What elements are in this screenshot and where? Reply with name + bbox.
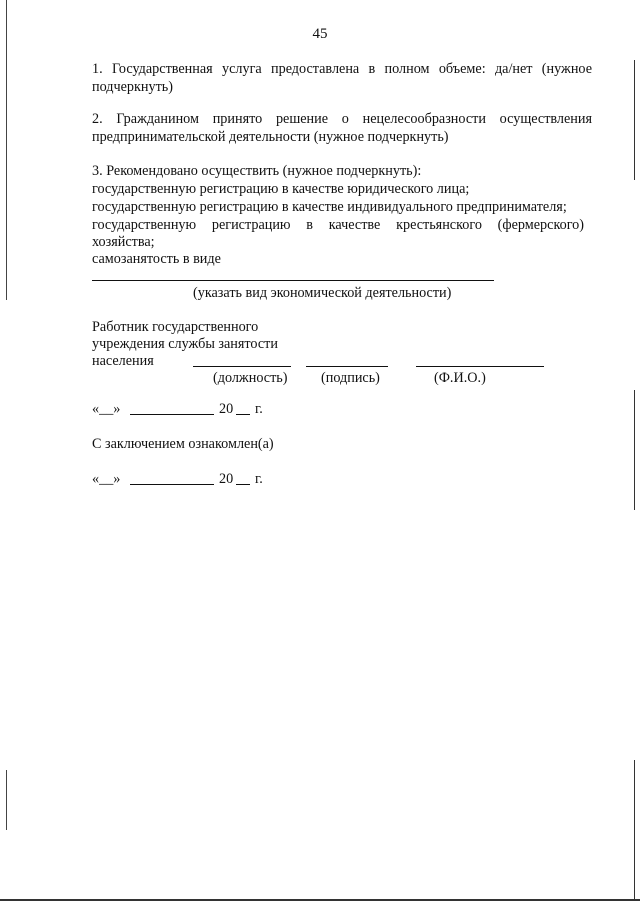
date1-year-prefix: 20 (219, 401, 234, 417)
option-farm-line1: государственную регистрацию в качестве крестьянского (фермерского) (92, 217, 584, 233)
worker-line2: учреждения службы занятости (92, 336, 278, 352)
item1-line1: 1. Государственная услуга предоставлена в полном объеме: да/нет (нужное (92, 61, 592, 77)
scan-edge-left-lower (6, 770, 7, 830)
date1-year-suffix: г. (255, 401, 263, 417)
option-legal-entity: государственную регистрацию в качестве юридического лица; (92, 181, 470, 197)
date2-year-prefix: 20 (219, 471, 234, 487)
option-entrepreneur: государственную регистрацию в качестве индивидуального предпринимателя; (92, 199, 567, 215)
position-blank-line (193, 366, 291, 367)
activity-blank-line (92, 280, 494, 281)
name-caption: (Ф.И.О.) (434, 370, 486, 386)
worker-line1: Работник государственного (92, 319, 259, 335)
scan-edge-right-upper (634, 60, 635, 180)
signature-caption: (подпись) (321, 370, 380, 386)
scan-edge-right-lower (634, 760, 635, 900)
date1-quote: «__» (92, 401, 121, 417)
item2-line1: 2. Гражданином принято решение о нецелесообразности осуществления (92, 111, 592, 127)
option-farm-line2: хозяйства; (92, 234, 155, 250)
position-caption: (должность) (213, 370, 288, 386)
activity-hint: (указать вид экономической деятельности) (193, 285, 452, 301)
item2-line2: предпринимательской деятельности (нужное подчеркнуть) (92, 129, 449, 145)
name-blank-line (416, 366, 544, 367)
item1-line2: подчеркнуть) (92, 79, 173, 95)
scan-edge-left-upper (6, 0, 7, 300)
worker-line3: населения (92, 353, 154, 369)
date2-month-blank (130, 484, 214, 485)
option-self-employment: самозанятость в виде (92, 251, 221, 267)
acknowledgement: С заключением ознакомлен(а) (92, 436, 274, 452)
date1-month-blank (130, 414, 214, 415)
date1-year-blank (236, 414, 250, 415)
scan-edge-bottom (0, 899, 640, 901)
item3-heading: 3. Рекомендовано осуществить (нужное подчеркнуть): (92, 163, 422, 179)
date2-quote: «__» (92, 471, 121, 487)
signature-blank-line (306, 366, 388, 367)
date2-year-suffix: г. (255, 471, 263, 487)
date2-year-blank (236, 484, 250, 485)
page-number: 45 (312, 26, 328, 42)
scan-edge-right-middle (634, 390, 635, 510)
